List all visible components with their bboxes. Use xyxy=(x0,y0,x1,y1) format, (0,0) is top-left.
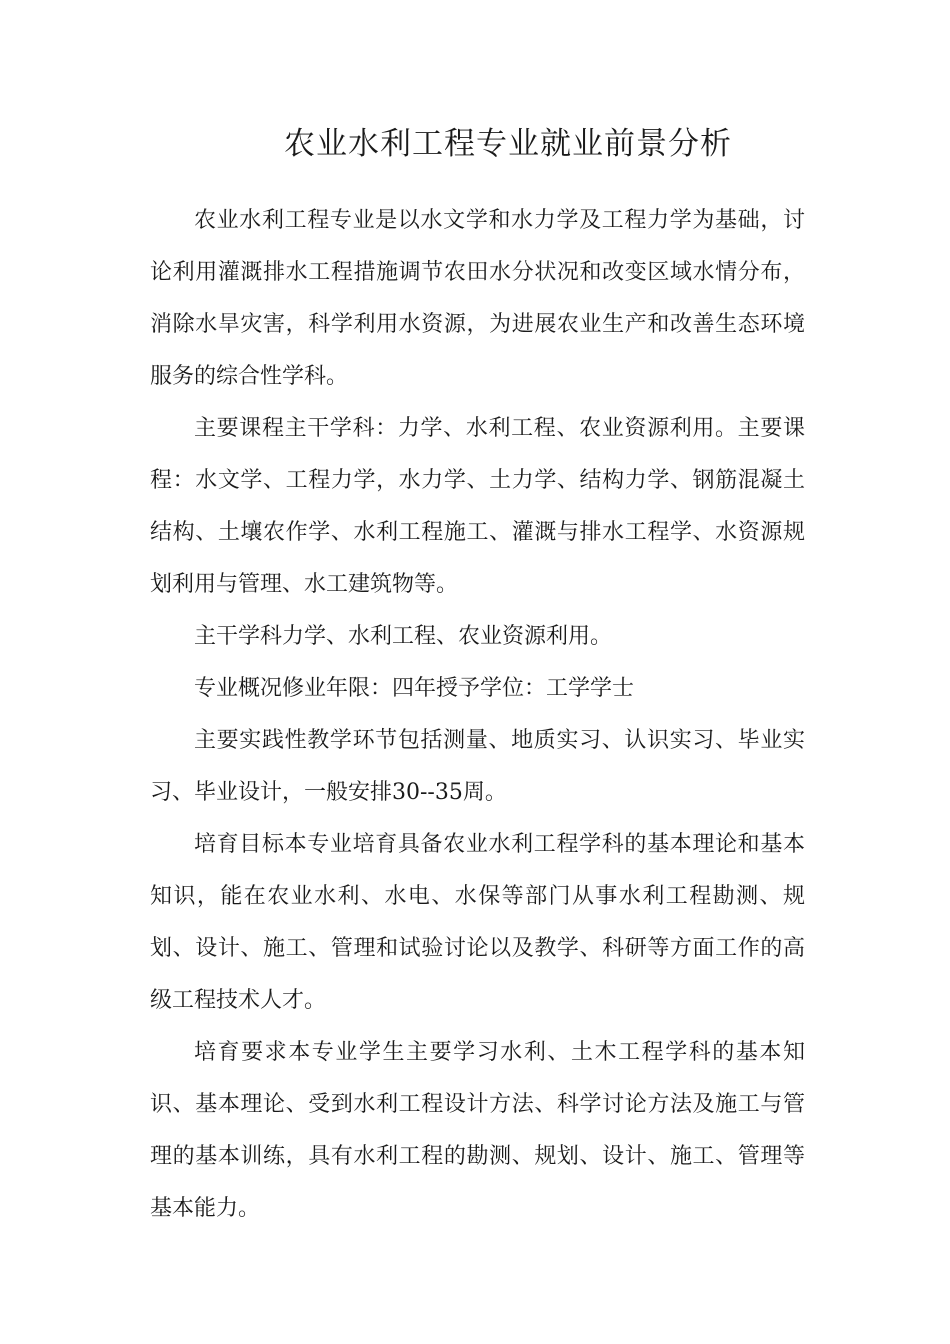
paragraph-practice: 主要实践性教学环节包括测量、地质实习、认识实习、毕业实习、毕业设计，一般安排30--35周。 xyxy=(150,728,805,805)
document-body xyxy=(150,195,805,1235)
document-title: 农业水利工程专业就业前景分析 xyxy=(284,126,732,162)
paragraph-training-goal: 培育目标本专业培育具备农业水利工程学科的基本理论和基本知识，能在农业水利、水电、水保等部门从事水利工程勘测、规划、设计、施工、管理和试验讨论以及教学、科研等方面工作的高级工程技术人才。 xyxy=(150,832,805,1013)
paragraph-main-courses: 主要课程主干学科：力学、水利工程、农业资源利用。主要课程：水文学、工程力学，水力学、土力学、结构力学、钢筋混凝土结构、土壤农作学、水利工程施工、灌溉与排水工程学、水资源规划利用与管理、水工建筑物等。 xyxy=(150,416,805,597)
paragraph-training-requirements: 培育要求本专业学生主要学习水利、土木工程学科的基本知识、基本理论、受到水利工程设计方法、科学讨论方法及施工与管理的基本训练，具有水利工程的勘测、规划、设计、施工、管理等基本能力。 xyxy=(150,1040,805,1221)
paragraph-main-disciplines: 主干学科力学、水利工程、农业资源利用。 xyxy=(194,624,613,649)
paragraph-overview: 农业水利工程专业是以水文学和水力学及工程力学为基础，讨论利用灌溉排水工程措施调节农田水分状况和改变区域水情分布，消除水旱灾害，科学利用水资源，为进展农业生产和改善生态环境服务的综合性学科。 xyxy=(150,208,805,389)
paragraph-program-overview: 专业概况修业年限：四年授予学位：工学学士 xyxy=(194,676,635,701)
